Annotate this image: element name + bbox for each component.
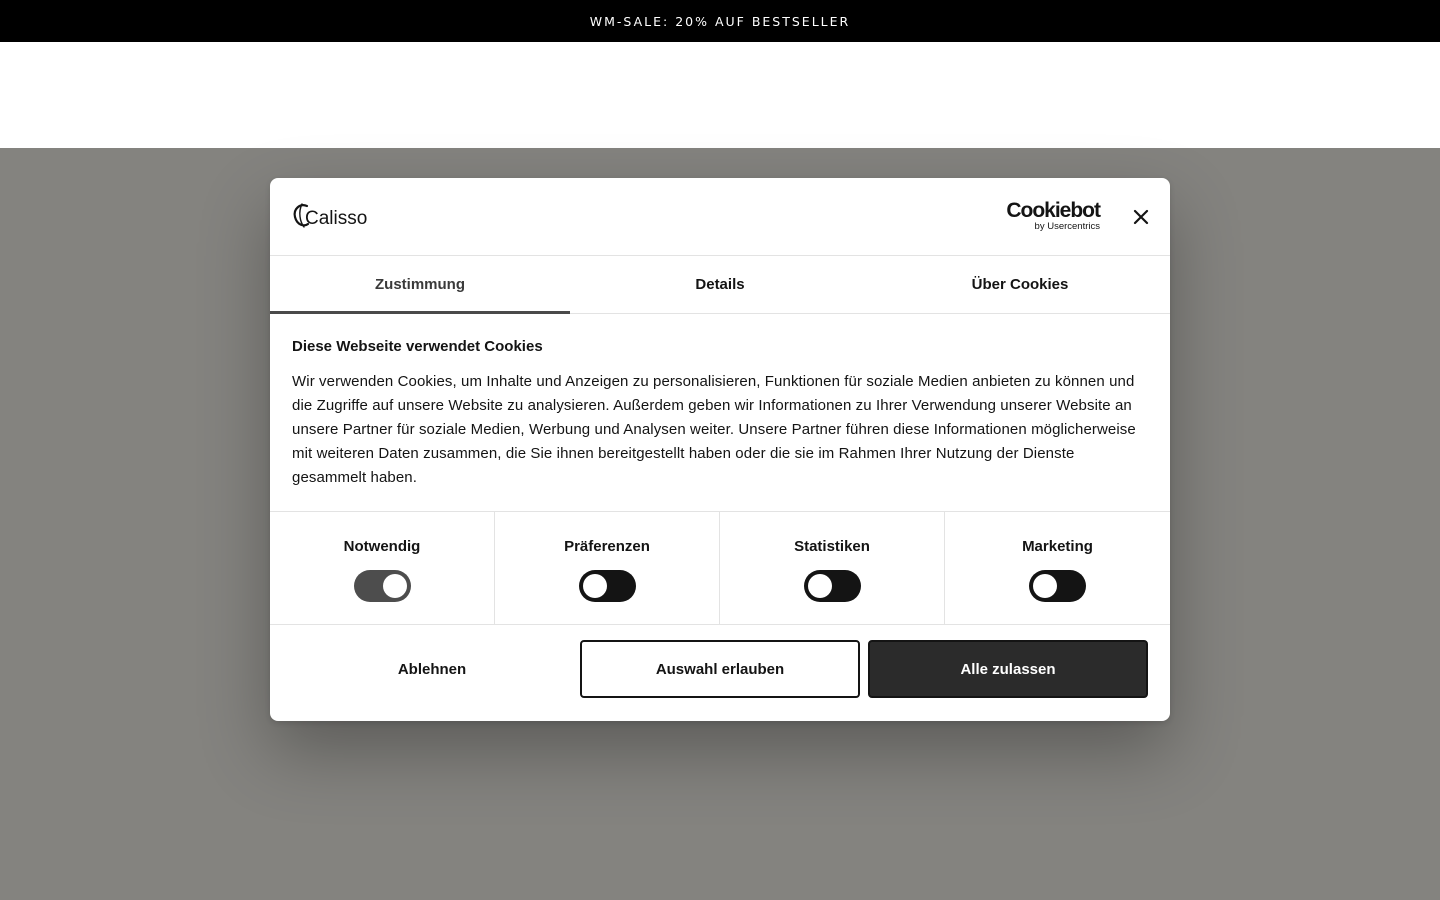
cookie-consent-dialog [270,178,1170,721]
toggle-knob [1033,574,1057,598]
cookiebot-logo-name: Cookiebot [1006,199,1100,222]
calisso-logo-text: Calisso [305,208,368,229]
toggle-knob [808,574,832,598]
category-marketing [945,512,1170,624]
category-label: Marketing [1022,538,1093,555]
necessary-toggle[interactable] [354,570,411,602]
toggle-knob [383,574,407,598]
dialog-header [270,178,1170,256]
preferences-toggle[interactable] [579,570,636,602]
cookiebot-logo-sub: by Usercentrics [1034,221,1100,232]
close-icon [1133,209,1149,225]
tab-about-cookies[interactable]: Über Cookies [971,276,1069,293]
category-statistics [720,512,945,624]
dialog-tabs [270,256,1170,314]
announcement-bar [0,0,1440,42]
calisso-logo [292,200,368,232]
close-button[interactable] [1128,204,1154,230]
consent-content [292,338,1148,490]
tab-details[interactable]: Details [695,276,745,293]
statistics-toggle[interactable] [804,570,861,602]
category-label: Notwendig [343,538,421,555]
decline-button[interactable]: Ablehnen [397,660,467,678]
accept-all-button[interactable]: Alle zulassen [868,640,1148,698]
tab-zustimmung[interactable]: Zustimmung [270,256,570,313]
consent-heading: Diese Webseite verwendet Cookies [292,338,543,355]
cookie-category-toggles [270,511,1170,625]
toggle-knob [583,574,607,598]
category-necessary [270,512,495,624]
category-label: Präferenzen [564,538,650,555]
allow-selection-button[interactable]: Auswahl erlauben [580,640,860,698]
category-label: Statistiken [794,538,870,555]
site-header [0,42,1440,148]
category-preferences [495,512,720,624]
announcement-text[interactable]: WM-SALE: 20% AUF BESTSELLER [589,13,851,29]
marketing-toggle[interactable] [1029,570,1086,602]
cookiebot-logo [998,200,1102,232]
consent-body-text: Wir verwenden Cookies, um Inhalte und Anzeigen zu personalisieren, Funktionen für soziale Medien anbieten zu können und die Zugriffe auf unsere Website zu analysieren. Außerdem geben wir Informationen zu Ihrer Verwendung unserer Website an unsere Partner für soziale Medien, Werbung und Analysen weiter. Unsere Partner führen diese Informationen möglicherweise mit weiteren Daten zusammen, die Sie ihnen bereitgestellt haben oder die sie im Rahmen Ihrer Nutzung der Dienste gesammelt haben. [292,373,1136,486]
